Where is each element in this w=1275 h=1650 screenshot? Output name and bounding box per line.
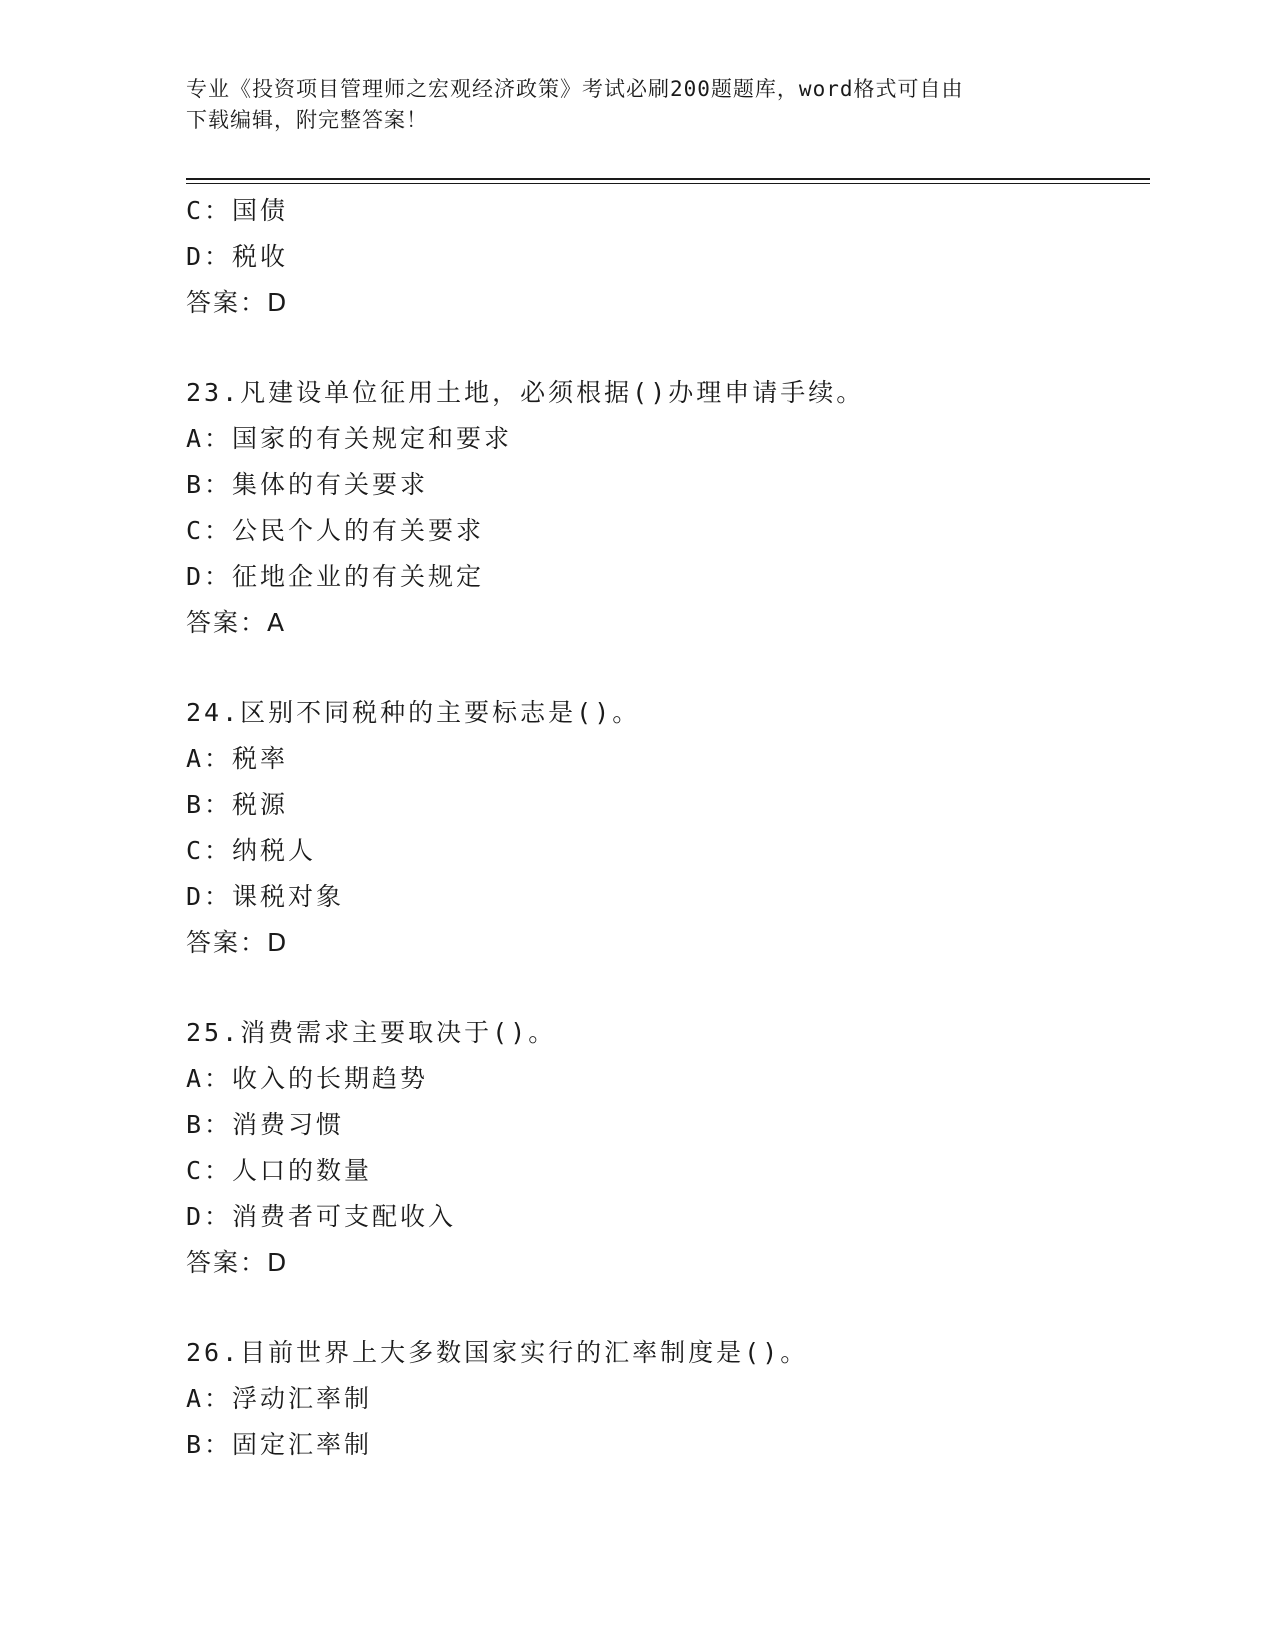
option-d: D：课税对象 (186, 882, 345, 911)
option-c: C：公民个人的有关要求 (186, 516, 485, 545)
header-line-1: 专业《投资项目管理师之宏观经济政策》考试必刷200题题库，word格式可自由 (186, 77, 964, 101)
option-c: C：国债 (186, 196, 289, 225)
option-d: D：征地企业的有关规定 (186, 562, 485, 591)
option-b: B：消费习惯 (186, 1110, 345, 1139)
header-line-2: 下载编辑，附完整答案！ (186, 108, 428, 132)
question-text: 25.消费需求主要取决于()。 (186, 1018, 557, 1047)
option-d: D：税收 (186, 242, 289, 271)
answer-line: 答案：D (186, 288, 289, 317)
option-a: A：税率 (186, 744, 289, 773)
option-a: A：浮动汇率制 (186, 1384, 373, 1413)
spacer (186, 326, 1146, 370)
question-text: 23.凡建设单位征用土地，必须根据()办理申请手续。 (186, 378, 865, 407)
option-b: B：固定汇率制 (186, 1430, 373, 1459)
spacer (186, 646, 1146, 690)
option-b: B：税源 (186, 790, 289, 819)
document-header (186, 74, 1066, 136)
spacer (186, 966, 1146, 1010)
question-25-block (186, 1010, 1146, 1286)
header-divider-thick (186, 178, 1150, 180)
spacer (186, 1286, 1146, 1330)
option-b: B：集体的有关要求 (186, 470, 429, 499)
header-divider-thin (186, 183, 1150, 184)
option-d: D：消费者可支配收入 (186, 1202, 457, 1231)
option-a: A：收入的长期趋势 (186, 1064, 429, 1093)
answer-line: 答案：D (186, 1248, 289, 1277)
question-24-block (186, 690, 1146, 966)
question-22-block (186, 188, 1146, 326)
question-list (186, 188, 1146, 1468)
question-text: 26.目前世界上大多数国家实行的汇率制度是()。 (186, 1338, 809, 1367)
answer-line: 答案：D (186, 928, 289, 957)
option-c: C：纳税人 (186, 836, 317, 865)
question-23-block (186, 370, 1146, 646)
question-26-block (186, 1330, 1146, 1468)
question-text: 24.区别不同税种的主要标志是()。 (186, 698, 641, 727)
option-c: C：人口的数量 (186, 1156, 373, 1185)
answer-line: 答案：A (186, 608, 287, 637)
option-a: A：国家的有关规定和要求 (186, 424, 513, 453)
